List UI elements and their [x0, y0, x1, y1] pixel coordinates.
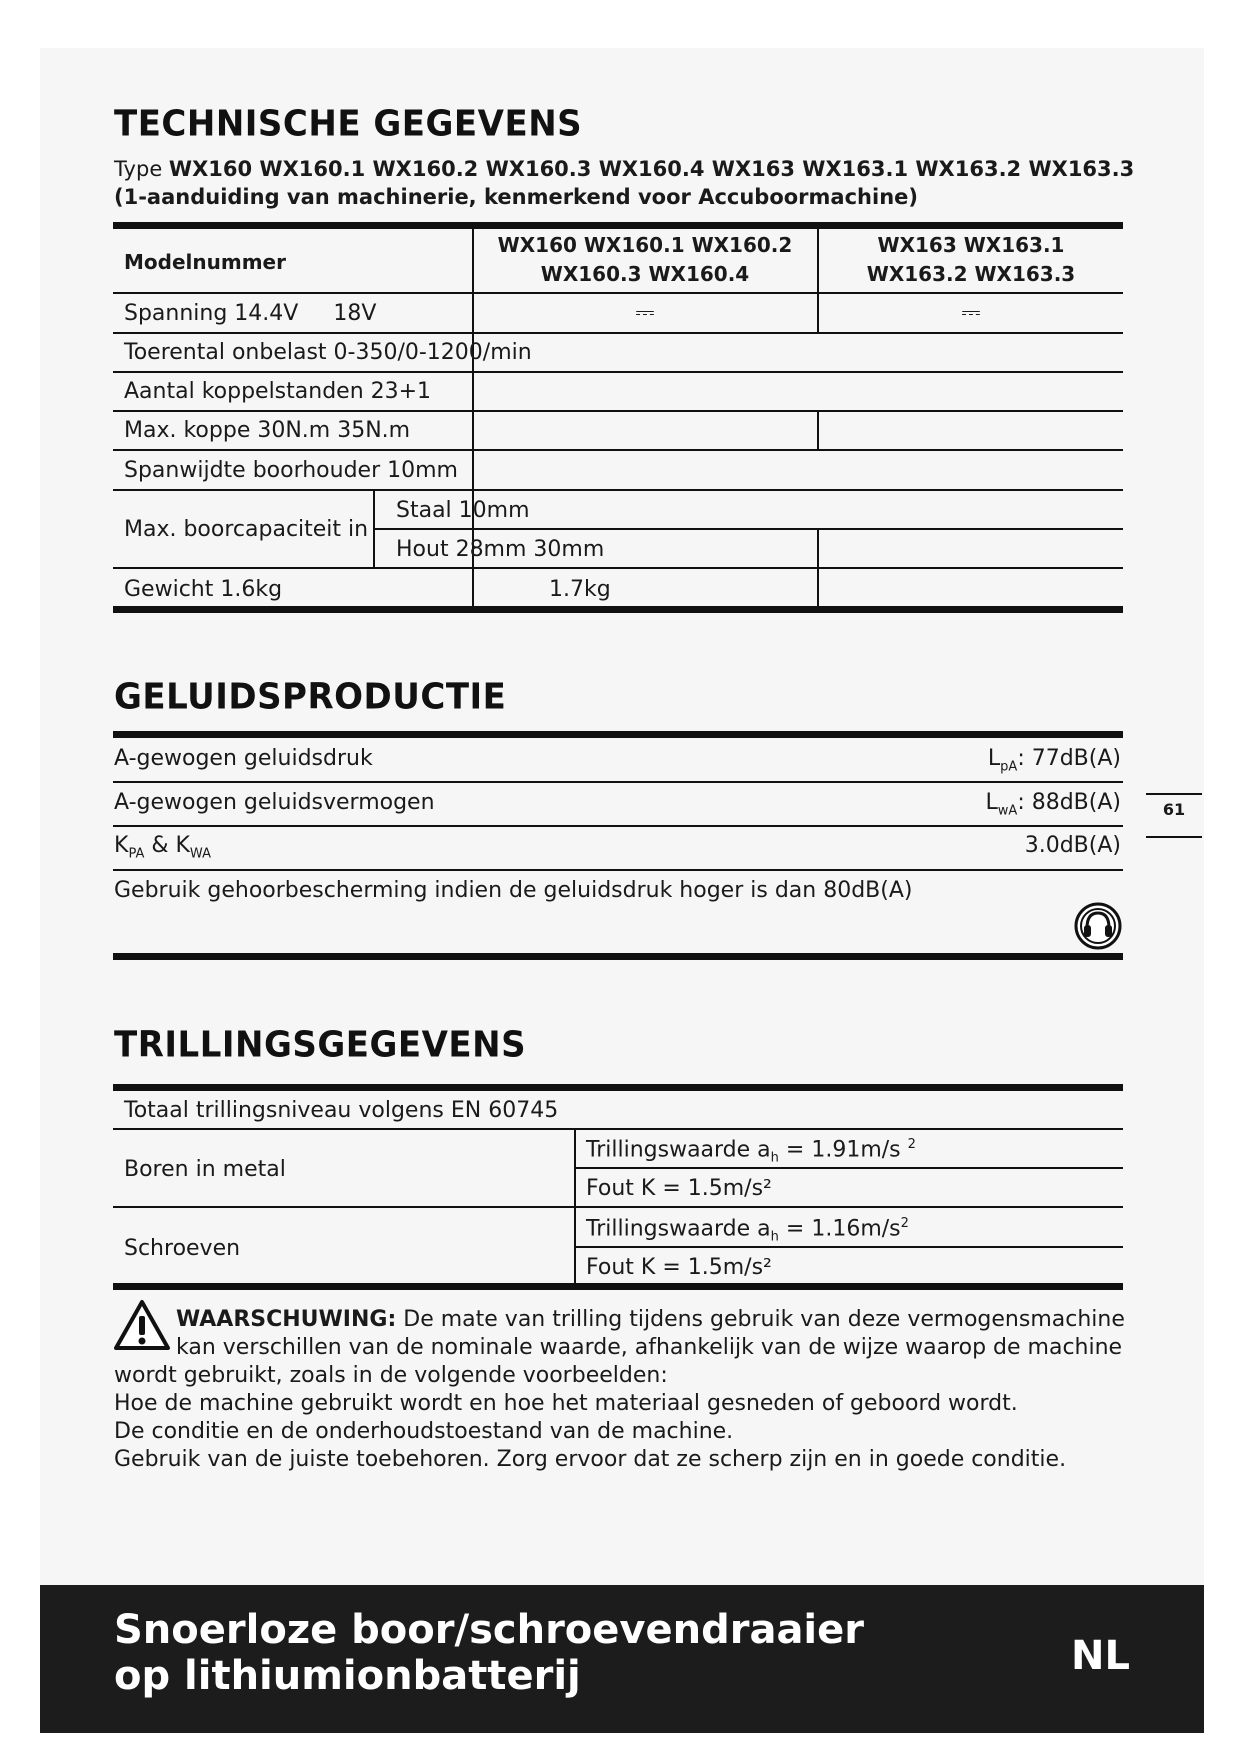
sound-pressure-label: A-gewogen geluidsdruk	[114, 746, 373, 771]
table-top-rule	[113, 222, 1123, 229]
warning-line5: De conditie en de onderhoudstoestand van de machine.	[114, 1419, 734, 1444]
model-number-label: Modelnummer	[124, 250, 286, 274]
weight-value: 1.7kg	[549, 577, 611, 602]
lpa-symbol: L	[987, 746, 1001, 771]
vibration-total-label: Totaal trillingsniveau volgens EN 60745	[124, 1098, 559, 1123]
vibration-rule	[113, 1128, 1123, 1130]
kwa-symbol: & K	[144, 833, 190, 858]
uncertainty-label	[114, 833, 211, 861]
dc-symbol-icon: ⎓	[635, 298, 655, 326]
steel-capacity: Staal 10mm	[396, 498, 530, 523]
footer-title-line2: op lithiumionbatterij	[114, 1653, 581, 1699]
kpa-symbol: K	[114, 833, 129, 858]
chuck-row: Spanwijdte boorhouder 10mm	[124, 458, 458, 483]
vibration-section-title: TRILLINGSGEGEVENS	[114, 1024, 527, 1066]
vibration-col-divider	[574, 1128, 576, 1285]
drilling-vibration-value	[586, 1137, 916, 1166]
uncertainty-value: 3.0dB(A)	[1024, 833, 1121, 858]
screwing-vibration-value	[586, 1216, 909, 1245]
table-rule	[113, 489, 1123, 491]
noise-bottom-rule	[113, 953, 1123, 960]
table-rule	[113, 449, 1123, 451]
model-col2-line1: WX163 WX163.1	[877, 233, 1065, 257]
vibration-rule	[576, 1246, 1123, 1248]
footer-banner	[40, 1585, 1204, 1733]
warning-line2: kan verschillen van de nominale waarde, afhankelijk van de wijze waarop de machine	[176, 1335, 1123, 1360]
model-col1-line2: WX160.3 WX160.4	[540, 262, 750, 286]
drill-value-sub: h	[770, 1150, 779, 1166]
noise-rule	[113, 825, 1123, 827]
screwing-uncertainty: Fout K = 1.5m/s²	[586, 1255, 772, 1280]
warning-line3: wordt gebruikt, zoals in de volgende voorbeelden:	[114, 1363, 668, 1388]
clutch-row: Aantal koppelstanden 23+1	[124, 379, 432, 404]
table-rule	[113, 410, 1123, 412]
table-subcol-divider	[373, 489, 375, 567]
vibration-bottom-rule	[113, 1283, 1123, 1290]
model-col1-line1: WX160 WX160.1 WX160.2	[497, 233, 793, 257]
wood-capacity: Hout 28mm 30mm	[396, 537, 605, 562]
model-col2-line2: WX163.2 WX163.3	[866, 262, 1076, 286]
type-prefix: Type	[114, 157, 163, 181]
drill-value-number: = 1.91m/s	[778, 1137, 901, 1163]
drilling-metal-label: Boren in metal	[124, 1157, 286, 1182]
speed-row: Toerental onbelast 0-350/0-1200/min	[124, 340, 532, 365]
warning-label: WAARSCHUWING:	[176, 1307, 397, 1332]
sound-pressure-value	[988, 746, 1121, 774]
lwa-value: : 88dB(A)	[1017, 790, 1121, 815]
kpa-subscript: PA	[128, 846, 145, 862]
noise-section-title: GELUIDSPRODUCTIE	[114, 676, 507, 718]
language-code: NL	[1071, 1633, 1130, 1679]
lpa-subscript: pA	[1000, 759, 1018, 775]
footer-title	[114, 1607, 864, 1699]
vibration-rule	[113, 1206, 1123, 1208]
table-bottom-rule	[113, 606, 1123, 613]
table-col-divider	[817, 528, 819, 608]
dc-symbol-icon: ⎓	[961, 298, 981, 326]
vibration-top-rule	[113, 1084, 1123, 1091]
lwa-subscript: wA	[997, 803, 1018, 819]
warning-line6: Gebruik van de juiste toebehoren. Zorg ervoor dat ze scherp zijn en in goede conditie.	[114, 1447, 1067, 1472]
lwa-symbol: L	[985, 790, 998, 815]
type-models: WX160 WX160.1 WX160.2 WX160.3 WX160.4 WX163 WX163.1 WX163.2 WX163.3	[168, 157, 1135, 181]
vibration-rule	[576, 1167, 1123, 1169]
type-line	[114, 157, 1134, 181]
voltage-row	[124, 301, 376, 326]
warning-line1	[176, 1307, 1125, 1332]
sound-power-label: A-gewogen geluidsvermogen	[114, 790, 435, 815]
table-col-divider	[817, 410, 819, 449]
drill-value-prefix: Trillingswaarde a	[586, 1137, 771, 1163]
noise-rule	[113, 781, 1123, 783]
capacity-label: Max. boorcapaciteit in	[124, 517, 369, 542]
tech-section-title: TECHNISCHE GEGEVENS	[114, 103, 583, 145]
noise-rule	[113, 869, 1123, 871]
weight-label: Gewicht 1.6kg	[124, 577, 283, 602]
table-header-rule	[113, 292, 1123, 294]
table-rule	[113, 332, 1123, 334]
warning-triangle-icon	[112, 1298, 172, 1356]
page-number: 61	[1162, 800, 1186, 819]
warning-line4: Hoe de machine gebruikt wordt en hoe het materiaal gesneden of geboord wordt.	[114, 1391, 1018, 1416]
page-tab-rule	[1146, 836, 1202, 838]
drill-value-sup: 2	[907, 1137, 916, 1152]
table-rule	[113, 567, 1123, 569]
table-rule	[113, 371, 1123, 373]
warning-line1-text: De mate van trilling tijdens gebruik van deze vermogensmachine	[396, 1307, 1125, 1332]
noise-top-rule	[113, 731, 1123, 738]
hearing-protection-icon	[1073, 901, 1123, 955]
screwing-label: Schroeven	[124, 1236, 241, 1261]
screw-value-number: = 1.16m/s	[778, 1216, 901, 1242]
screw-value-sup: 2	[900, 1216, 909, 1231]
screw-value-prefix: Trillingswaarde a	[586, 1216, 771, 1242]
hearing-protection-text: Gebruik gehoorbescherming indien de geluidsdruk hoger is dan 80dB(A)	[114, 878, 913, 903]
page-tab-rule	[1146, 793, 1202, 795]
sound-power-value	[986, 790, 1121, 818]
voltage-value: 18V	[333, 301, 377, 326]
lpa-value: : 77dB(A)	[1017, 746, 1121, 771]
footer-title-line1: Snoerloze boor/schroevendraaier	[114, 1607, 864, 1653]
kwa-subscript: WA	[189, 846, 211, 862]
type-note: (1-aanduiding van machinerie, kenmerkend voor Accuboormachine)	[114, 185, 918, 209]
screw-value-sub: h	[770, 1229, 779, 1245]
voltage-label: Spanning 14.4V	[124, 301, 299, 326]
drilling-uncertainty: Fout K = 1.5m/s²	[586, 1176, 772, 1201]
table-rule	[373, 528, 1123, 530]
torque-row: Max. koppe 30N.m 35N.m	[124, 418, 411, 443]
